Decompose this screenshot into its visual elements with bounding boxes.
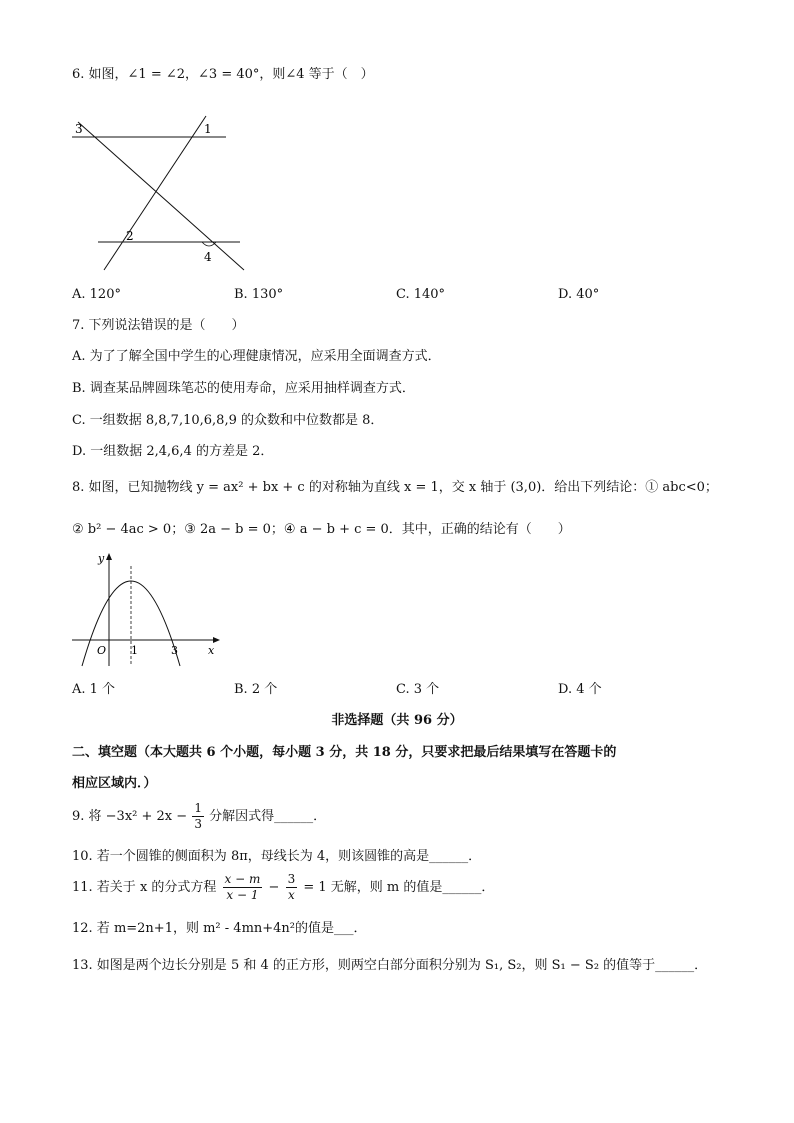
q8-stem-line2: ② b² − 4ac > 0；③ 2a − b = 0；④ a − b + c = 0．其中，正确的结论有（ ） xyxy=(72,522,571,537)
q6-label-2: 2 xyxy=(126,229,134,243)
q9 xyxy=(72,801,326,847)
q8-option-b: B. 2 个 xyxy=(234,682,278,697)
q11-pre: 11. 若关于 x 的分式方程 xyxy=(72,879,217,895)
q9-pre: 9. 将 −3x² + 2x − xyxy=(72,808,188,824)
q11-fraction-1 xyxy=(223,872,263,903)
q11-numerator-2: 3 xyxy=(287,872,296,886)
q7-option-a: A. 为了了解全国中学生的心理健康情况，应采用全面调查方式． xyxy=(72,349,441,364)
q8-option-a: A. 1 个 xyxy=(72,682,116,697)
q8-label-1: 1 xyxy=(131,644,138,657)
q8-label-origin: O xyxy=(97,644,107,657)
q6-label-3: 3 xyxy=(75,122,83,136)
q6-option-c: C. 140° xyxy=(396,287,446,302)
q7-option-b: B. 调查某品牌圆珠笔芯的使用寿命，应采用抽样调查方式． xyxy=(72,381,415,396)
q9-denominator: 3 xyxy=(194,817,202,831)
q8-stem-line1: 8. 如图，已知抛物线 y = ax² + bx + c 的对称轴为直线 x = 1，交 x 轴于 (3,0)．给出下列结论：① abc<0； xyxy=(72,480,718,495)
q11 xyxy=(72,872,494,918)
q7-stem: 7. 下列说法错误的是（ ） xyxy=(72,318,245,333)
q12: 12. 若 m=2n+1，则 m² - 4mn+4n²的值是___． xyxy=(72,921,367,936)
q10: 10. 若一个圆锥的侧面积为 8π，母线长为 4，则该圆锥的高是______． xyxy=(72,849,482,864)
q6-transversal-b xyxy=(104,116,206,270)
q7-option-c: C. 一组数据 8,8,7,10,6,8,9 的众数和中位数都是 8． xyxy=(72,413,384,428)
q11-post: = 1 无解，则 m 的值是______． xyxy=(303,879,495,895)
q8-label-y: y xyxy=(98,552,105,565)
q6-label-4: 4 xyxy=(204,250,212,264)
q8-label-3: 3 xyxy=(171,644,178,657)
q11-fraction-2 xyxy=(286,872,298,903)
part2-heading-line1: 二、填空题（本大题共 6 个小题，每小题 3 分，共 18 分，只要求把最后结果填写在答题卡的 xyxy=(72,745,617,760)
q13: 13. 如图是两个边长分别是 5 和 4 的正方形，则两空白部分面积分别为 S₁, S₂，则 S₁ − S₂ 的值等于______． xyxy=(72,958,708,973)
q8-label-x: x xyxy=(208,644,215,657)
section-title: 非选择题（共 96 分） xyxy=(331,713,463,728)
q6-figure xyxy=(68,112,258,272)
q8-option-d: D. 4 个 xyxy=(558,682,602,697)
q11-numerator-1: x − m xyxy=(224,872,261,886)
q6-stem: 6. 如图，∠1 = ∠2，∠3 = 40°，则∠4 等于（ ） xyxy=(72,67,374,82)
q7-option-d: D. 一组数据 2,4,6,4 的方差是 2． xyxy=(72,444,274,459)
q8-x-arrow xyxy=(213,637,220,643)
q6-option-d: D. 40° xyxy=(558,287,600,302)
part2-heading-line2: 相应区域内．） xyxy=(72,776,157,791)
q8-parabola-figure xyxy=(68,548,228,673)
q6-option-b: B. 130° xyxy=(234,287,284,302)
q9-numerator: 1 xyxy=(194,801,202,815)
q8-option-c: C. 3 个 xyxy=(396,682,440,697)
q9-fraction xyxy=(192,801,204,832)
q11-minus: − xyxy=(268,879,280,895)
q6-label-1: 1 xyxy=(204,122,212,136)
q9-post: 分解因式得______． xyxy=(209,808,327,824)
q11-denominator-1: x − 1 xyxy=(226,888,259,902)
q6-transversal-a xyxy=(78,122,244,270)
q11-denominator-2: x xyxy=(288,888,295,902)
q8-y-arrow xyxy=(106,553,112,560)
q6-option-a: A. 120° xyxy=(72,287,121,302)
